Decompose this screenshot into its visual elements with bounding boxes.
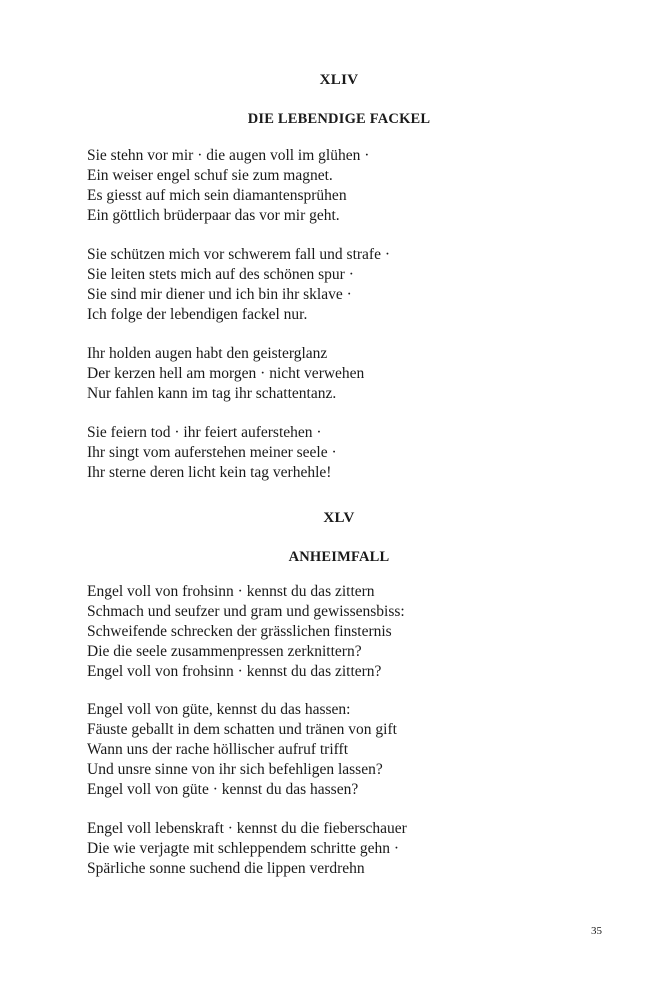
verse-line: Spärliche sonne suchend die lippen verdrehn	[87, 860, 365, 877]
verse-line: Ein weiser engel schuf sie zum magnet.	[87, 167, 333, 184]
poem-title: DIE LEBENDIGE FACKEL	[247, 111, 431, 127]
verse-line: Engel voll lebenskraft · kennst du die fieberschauer	[87, 820, 407, 837]
verse-line: Engel voll von frohsinn · kennst du das zittern	[87, 583, 375, 600]
stanza	[87, 344, 607, 404]
verse-line: Schmach und seufzer und gram und gewissensbiss:	[87, 603, 405, 620]
verse-line: Engel voll von frohsinn · kennst du das zittern?	[87, 663, 382, 680]
verse-line: Sie sind mir diener und ich bin ihr sklave ·	[87, 286, 352, 303]
verse-line: Der kerzen hell am morgen · nicht verwehen	[87, 365, 365, 382]
verse-line: Und unsre sinne von ihr sich befehligen lassen?	[87, 761, 383, 778]
stanza	[87, 245, 607, 325]
stanza	[87, 423, 607, 483]
verse-line: Ihr singt vom auferstehen meiner seele ·	[87, 444, 337, 461]
verse-line: Engel voll von güte · kennst du das hassen?	[87, 781, 359, 798]
verse-line: Fäuste geballt in dem schatten und tränen von gift	[87, 721, 397, 738]
stanza	[87, 582, 607, 682]
poem-number: XLV	[323, 510, 355, 526]
verse-line: Engel voll von güte, kennst du das hassen:	[87, 701, 351, 718]
verse-line: Die wie verjagte mit schleppendem schritte gehn ·	[87, 840, 400, 857]
poem-title: ANHEIMFALL	[288, 549, 390, 565]
verse-line: Wann uns der rache höllischer aufruf trifft	[87, 741, 349, 758]
verse-line: Sie feiern tod · ihr feiert auferstehen ·	[87, 424, 322, 441]
poem-number: XLIV	[319, 72, 359, 88]
stanza	[87, 819, 607, 879]
verse-line: Es giesst auf mich sein diamantensprühen	[87, 187, 347, 204]
stanza	[87, 700, 607, 800]
verse-line: Sie stehn vor mir · die augen voll im glühen ·	[87, 147, 370, 164]
verse-line: Ihr holden augen habt den geisterglanz	[87, 345, 328, 362]
verse-line: Schweifende schrecken der grässlichen finsternis	[87, 623, 392, 640]
verse-line: Ich folge der lebendigen fackel nur.	[87, 306, 308, 323]
verse-line: Ihr sterne deren licht kein tag verhehle!	[87, 464, 332, 481]
verse-line: Die die seele zusammenpressen zerknittern?	[87, 643, 362, 660]
stanza	[87, 146, 607, 226]
verse-line: Sie leiten stets mich auf des schönen spur ·	[87, 266, 354, 283]
verse-line: Ein göttlich brüderpaar das vor mir geht.	[87, 207, 340, 224]
verse-line: Sie schützen mich vor schwerem fall und strafe ·	[87, 246, 391, 263]
verse-line: Nur fahlen kann im tag ihr schattentanz.	[87, 385, 337, 402]
page-number: 35	[591, 925, 602, 937]
